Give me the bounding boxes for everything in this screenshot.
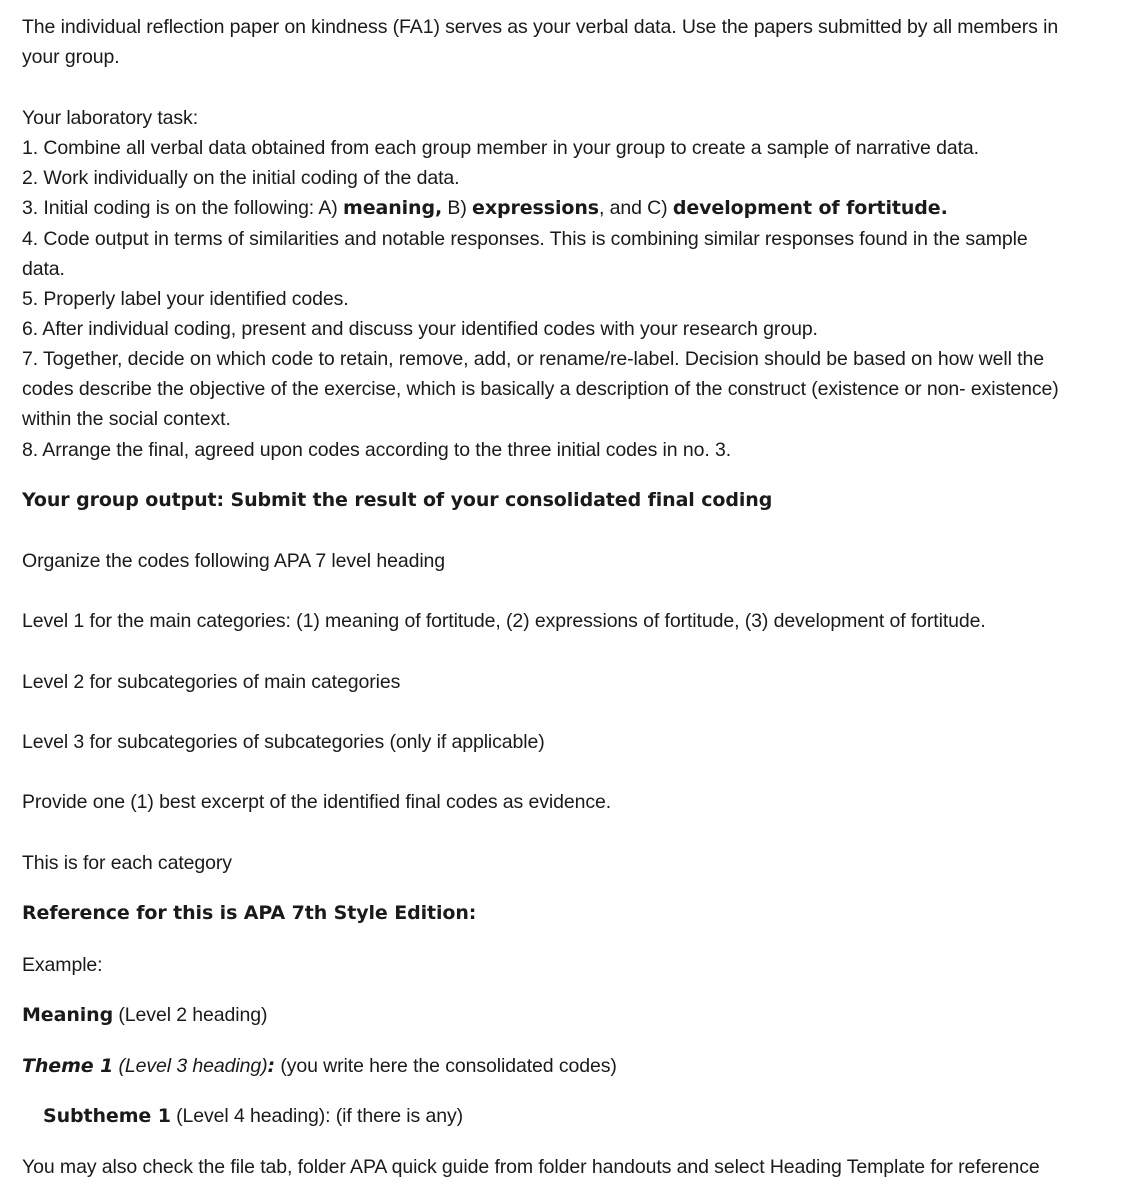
task-item-7-line-1: 7. Together, decide on which code to retain, remove, add, or rename/re-label. Decision should be based on how well the [22, 348, 1044, 370]
example-theme-italic: (Level 3 heading) [113, 1055, 268, 1077]
reference-heading: Reference for this is APA 7th Style Edition: [22, 902, 477, 924]
task-item-3-development: development of fortitude. [672, 197, 948, 219]
task-item-7-line-3: within the social context. [22, 408, 231, 430]
task-item-3-c: , and C) [598, 197, 673, 219]
example-subtheme-note: (Level 4 heading): (if there is any) [170, 1105, 464, 1127]
organize-text: Organize the codes following APA 7 level heading [22, 550, 446, 572]
group-output-heading: Your group output: Submit the result of your consolidated final coding [22, 489, 773, 511]
task-item-1: 1. Combine all verbal data obtained from each group member in your group to create a sample of narrative data. [22, 137, 979, 159]
task-heading: Your laboratory task: [22, 107, 199, 129]
example-subtheme-bold: Subtheme 1 [43, 1105, 171, 1127]
example-subtheme [43, 1101, 1115, 1131]
task-item-2: 2. Work individually on the initial coding of the data. [22, 167, 460, 189]
task-item-3-prefix: 3. Initial coding is on the following: A) [22, 197, 343, 219]
intro-line-2: your group. [22, 46, 120, 68]
example-theme-note: (you write here the consolidated codes) [275, 1055, 617, 1077]
task-item-8: 8. Arrange the final, agreed upon codes according to the three initial codes in no. 3. [22, 439, 732, 461]
example-meaning-bold: Meaning [22, 1004, 114, 1026]
task-item-3 [22, 193, 1115, 223]
task-item-3-b: B) [442, 197, 473, 219]
task-item-4-line-2: data. [22, 258, 65, 280]
intro-line-1: The individual reflection paper on kindness (FA1) serves as your verbal data. Use the papers submitted by all members in [22, 16, 1059, 38]
level-2-text: Level 2 for subcategories of main categories [22, 671, 401, 693]
task-item-7-line-2: codes describe the objective of the exercise, which is basically a description of the construct (existence or non- existence) [22, 378, 1059, 400]
example-theme-bold: Theme 1 [22, 1055, 114, 1077]
footer-note: You may also check the file tab, folder APA quick guide from folder handouts and select Heading Template for reference [22, 1156, 1040, 1178]
example-theme [22, 1051, 1115, 1081]
example-meaning [22, 1000, 1115, 1030]
task-item-4-line-1: 4. Code output in terms of similarities and notable responses. This is combining similar responses found in the sample [22, 228, 1028, 250]
each-category-text: This is for each category [22, 852, 232, 874]
task-item-3-expressions: expressions [472, 197, 599, 219]
task-item-5: 5. Properly label your identified codes. [22, 288, 349, 310]
example-theme-colon: : [267, 1055, 276, 1077]
task-item-3-meaning: meaning, [343, 197, 443, 219]
level-3-text: Level 3 for subcategories of subcategories (only if applicable) [22, 731, 545, 753]
example-meaning-note: (Level 2 heading) [113, 1004, 268, 1026]
level-1-text: Level 1 for the main categories: (1) meaning of fortitude, (2) expressions of fortitude, (3) development of fortitude. [22, 610, 986, 632]
example-label: Example: [22, 954, 103, 976]
excerpt-text: Provide one (1) best excerpt of the identified final codes as evidence. [22, 791, 612, 813]
task-item-6: 6. After individual coding, present and discuss your identified codes with your research group. [22, 318, 818, 340]
